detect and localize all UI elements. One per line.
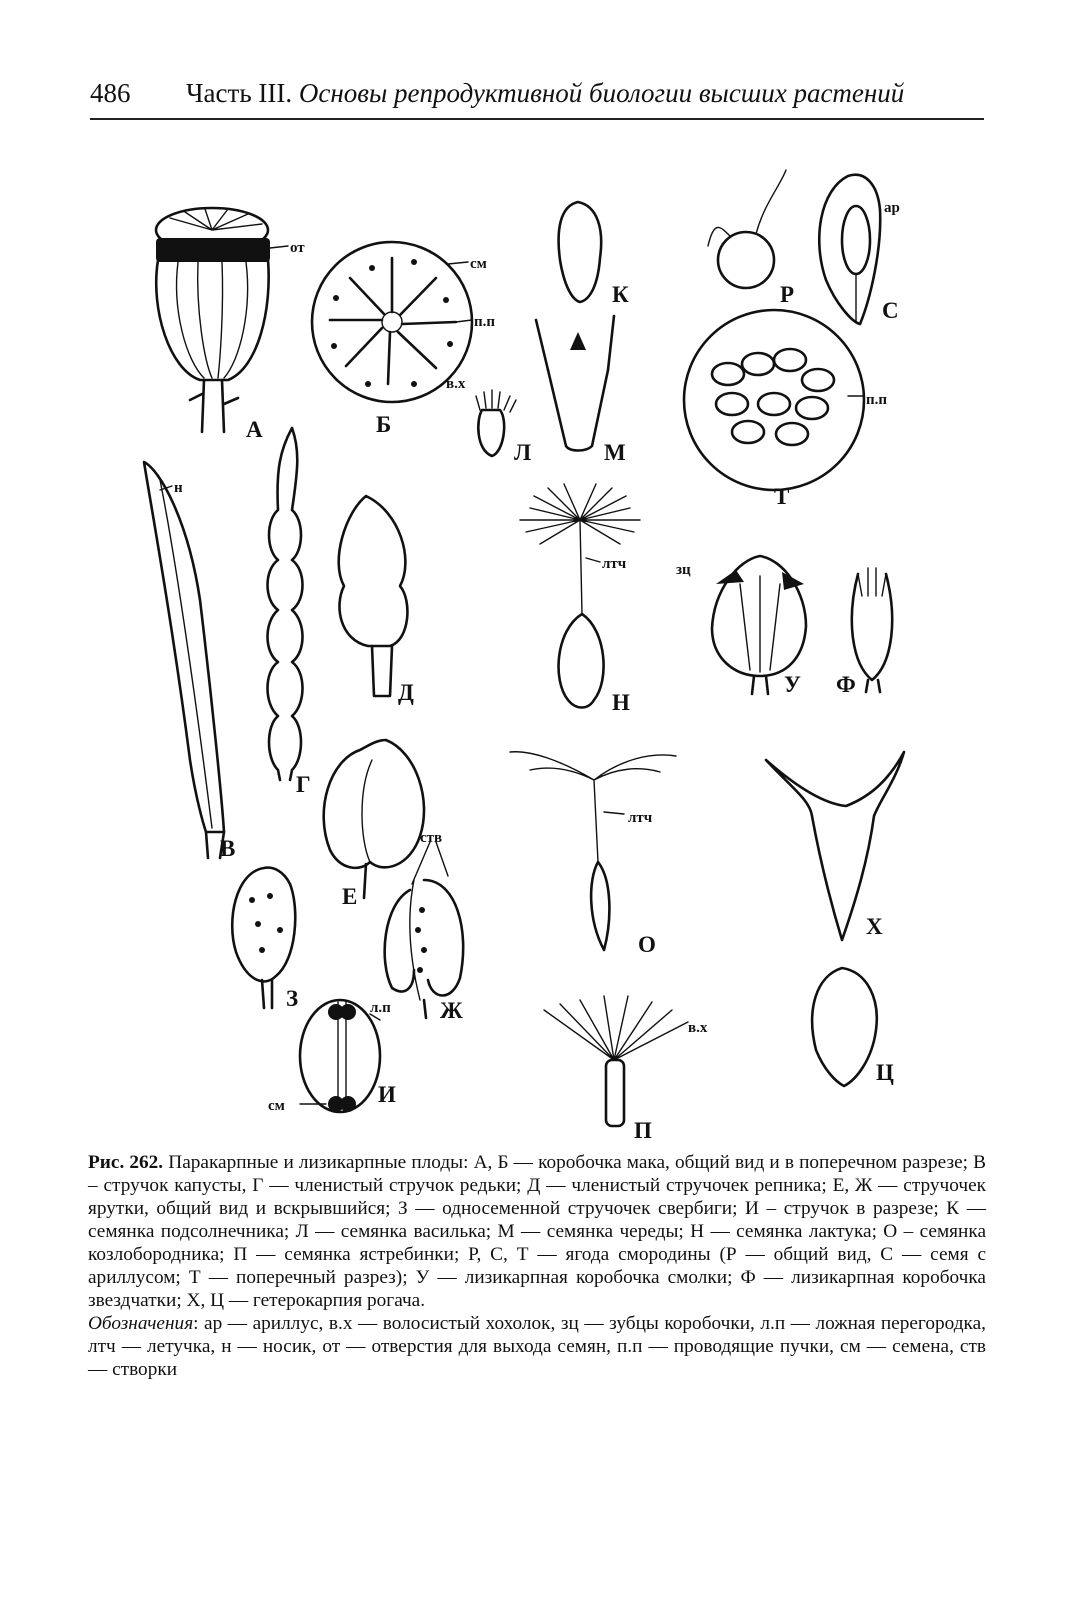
panel-label-i: И (378, 1082, 396, 1107)
panel-label-d: Д (398, 680, 414, 705)
part-label: Часть III. (186, 78, 293, 108)
panel-label-v: В (220, 836, 236, 861)
panel-label-a: А (246, 417, 263, 442)
annotation-ltch-o: лтч (628, 810, 653, 826)
annotation-ot: от (290, 240, 305, 256)
panel-label-f: Ф (836, 672, 856, 697)
annotation-vkh: в.х (446, 376, 466, 392)
panel-label-n: Н (612, 690, 630, 715)
panel-label-s: С (882, 298, 899, 323)
annotation-zts: зц (676, 562, 691, 578)
silique-section-drawing (300, 1000, 380, 1112)
panel-label-t: Т (774, 484, 790, 509)
currant-berry-drawing (708, 170, 786, 288)
panel-label-e: Е (342, 884, 358, 909)
panel-label-ts: Ц (876, 1060, 894, 1085)
goatsbeard-achene-drawing (510, 752, 676, 950)
annotation-pp-t: п.п (866, 392, 888, 408)
figure-caption (88, 1152, 986, 1382)
panel-label-b: Б (376, 412, 392, 437)
sunflower-achene-drawing (559, 202, 602, 302)
rapistrum-silicle-drawing (339, 496, 408, 696)
panel-label-kh: Х (866, 914, 883, 939)
opened-silicle-drawing (385, 842, 464, 1018)
heterocarp-fruit-x-drawing (766, 752, 904, 940)
panel-label-zh: Ж (440, 998, 463, 1023)
heterocarp-fruit-ts-drawing (812, 968, 877, 1086)
radish-silique-drawing (268, 428, 303, 780)
annotation-stv: ств (420, 830, 443, 846)
panel-label-z: З (286, 986, 299, 1011)
part-title: Основы репродуктивной биологии высших растений (298, 78, 905, 108)
pennycress-silicle-drawing (324, 740, 424, 898)
currant-berry-section-drawing (684, 310, 864, 490)
panel-label-r: Р (780, 282, 795, 307)
annotation-lp: л.п (370, 1000, 391, 1016)
annotation-ltch-n: лтч (602, 556, 627, 572)
annotation-sm: см (470, 256, 487, 272)
legend-text: : ар — ариллус, в.х — волосистый хохолок, зц — зубцы коробочки, л.п — ложная перегородка, лтч — летучка, н — носик, от — отверстия для выхода семян, п.п — проводящие пучки, см — семена, ств — створки (88, 1312, 986, 1380)
panel-label-l: Л (514, 440, 532, 465)
lettuce-achene-drawing (520, 484, 640, 708)
stellaria-capsule-drawing (852, 568, 892, 692)
panel-label-g: Г (296, 772, 311, 797)
caption-legend (88, 1313, 986, 1382)
legend-title: Обозначения (88, 1312, 194, 1334)
page-number: 486 (90, 78, 131, 108)
cabbage-silique-drawing (144, 462, 224, 858)
annotation-vkh-p: в.х (688, 1020, 708, 1036)
panel-label-m: М (604, 440, 626, 465)
annotation-sm-i: см (268, 1098, 285, 1114)
hawkweed-achene-drawing (544, 996, 688, 1126)
caption-body (88, 1152, 986, 1313)
panel-label-k: К (612, 282, 629, 307)
beggarticks-achene-drawing (536, 316, 614, 451)
caption-text: Паракарпные и лизикарпные плоды: А, Б — коробочка мака, общий вид и в поперечном разрезе; В – стручок капусты, Г — членистый стручок редьки; Д — членистый стручочек репника; Е, Ж — стручочек ярутки, общий вид и вскрывшийся; З — односеменной стручочек свербиги; И – стручок в разрезе; К — семянка подсолнечника; Л — семянка василька; М — семянка череды; Н — семянка лактука; О – семянка козлобородника; П — семянка ястребинки; Р, С, Т — ягода смородины (Р — общий вид, С — семя с ариллусом; Т — поперечный разрез); У — лизикарпная коробочка смолки; Ф — лизикарпная коробочка звездчатки; Х, Ц — гетерокарпия рогача. (88, 1152, 986, 1311)
annotation-n: н (174, 480, 183, 496)
annotation-ar: ар (884, 200, 900, 216)
poppy-capsule-drawing (156, 208, 288, 432)
panel-label-u: У (784, 672, 801, 697)
figure-number: Рис. 262. (88, 1152, 164, 1173)
annotation-pp: п.п (474, 314, 496, 330)
cornflower-achene-drawing (476, 390, 516, 456)
currant-seed-aril-drawing (819, 175, 880, 324)
panel-label-p: П (634, 1118, 652, 1143)
panel-label-o: О (638, 932, 656, 957)
